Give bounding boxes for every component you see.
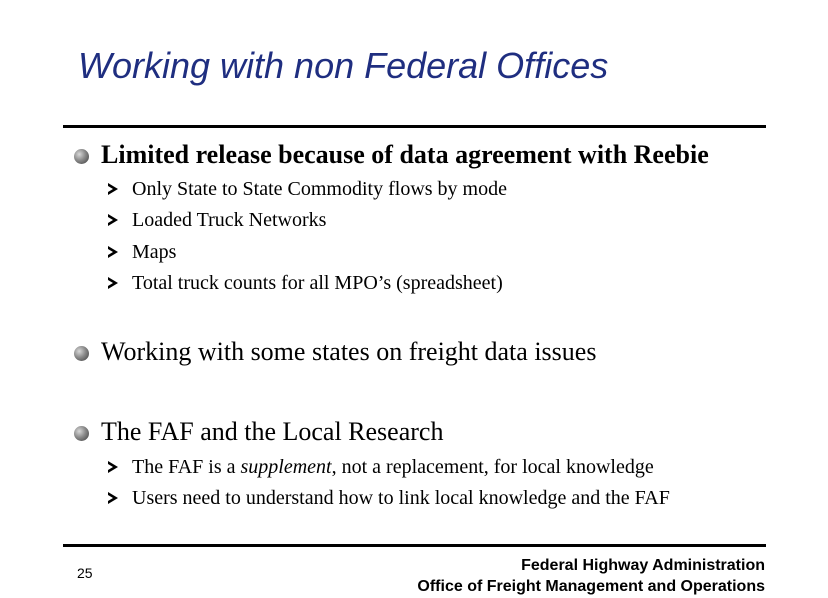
page-number: 25	[77, 565, 93, 581]
sub-bullet-emphasis: supplement	[240, 456, 332, 478]
arrow-bullet-icon	[108, 277, 118, 289]
slide-title: Working with non Federal Offices	[78, 45, 609, 86]
sub-bullet-text: Maps	[132, 241, 177, 263]
arrow-bullet-icon	[108, 246, 118, 258]
bullet-ball-icon	[74, 346, 89, 361]
footer-organization	[417, 555, 765, 597]
top-divider	[63, 125, 766, 128]
sub-bullet-text-end: , not a replacement, for local knowledge	[331, 456, 654, 478]
sub-bullet-text: Only State to State Commodity flows by mode	[132, 178, 507, 200]
footer-org-line2: Office of Freight Management and Operations	[417, 578, 765, 595]
arrow-bullet-icon	[108, 183, 118, 195]
bullet-ball-icon	[74, 426, 89, 441]
arrow-bullet-icon	[108, 461, 118, 473]
bullet-text: Limited release because of data agreement with Reebie	[101, 140, 709, 169]
arrow-bullet-icon	[108, 214, 118, 226]
arrow-bullet-icon	[108, 492, 118, 504]
sub-bullet-text	[132, 454, 654, 480]
sub-bullet-text: Users need to understand how to link local knowledge and the FAF	[132, 487, 670, 509]
sub-bullet-text-start: The FAF is a	[132, 456, 241, 478]
footer-org-line1: Federal Highway Administration	[521, 557, 765, 574]
bullet-text: Working with some states on freight data issues	[101, 337, 597, 366]
bottom-divider	[63, 544, 766, 547]
sub-bullet-text: Total truck counts for all MPO’s (spreadsheet)	[132, 272, 503, 294]
bullet-ball-icon	[74, 149, 89, 164]
bullet-text: The FAF and the Local Research	[101, 417, 444, 446]
sub-bullet-text: Loaded Truck Networks	[132, 209, 327, 231]
